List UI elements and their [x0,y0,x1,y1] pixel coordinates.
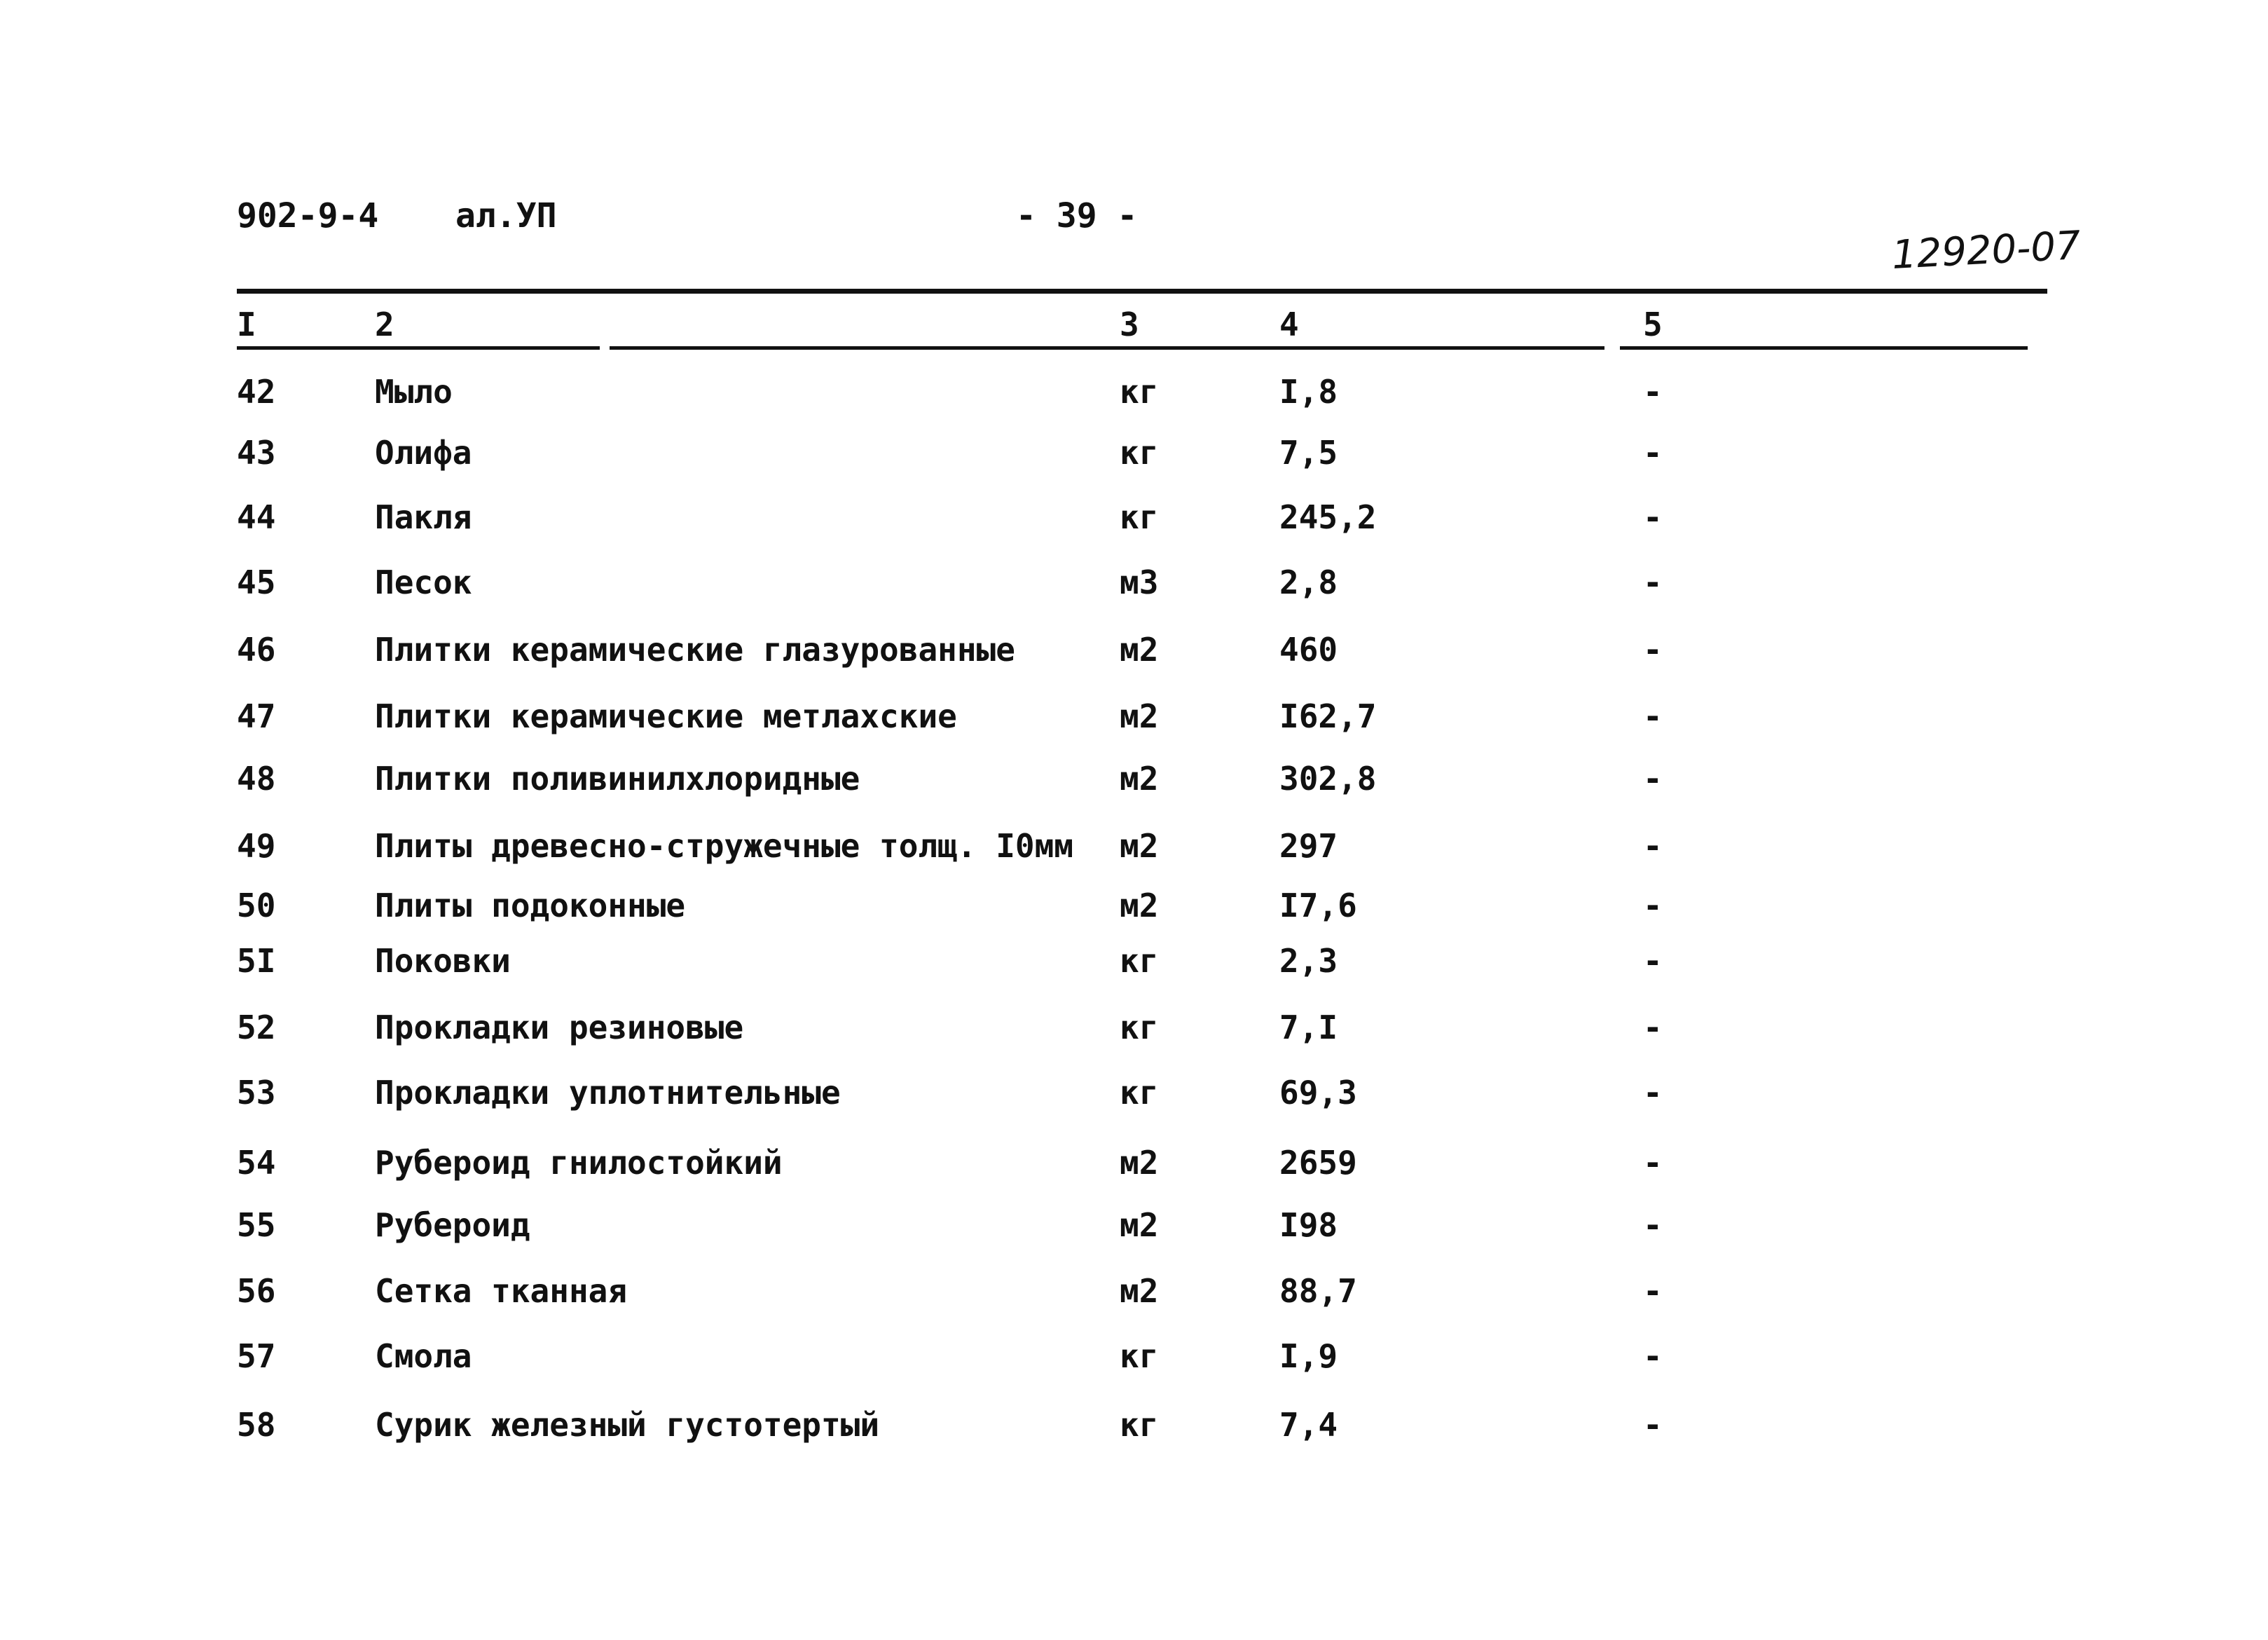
material-name: Сетка тканная [375,1272,628,1310]
material-name: Плитки поливинилхлоридные [375,760,860,798]
quantity: 2659 [1279,1144,1357,1182]
row-number: 47 [237,697,276,735]
material-name: Рубероид гнилостойкий [375,1144,783,1182]
unit: кг [1120,434,1159,472]
material-name: Плитки керамические метлахские [375,697,957,735]
row-number: 53 [237,1074,276,1112]
quantity: 7,5 [1279,434,1338,472]
material-name: Прокладки уплотнительные [375,1074,841,1112]
row-number: 46 [237,631,276,669]
note: - [1643,1272,1663,1310]
quantity: 88,7 [1279,1272,1357,1310]
row-number: 45 [237,563,276,601]
note: - [1643,1337,1663,1375]
row-number: 49 [237,827,276,865]
material-name: Сурик железный густотертый [375,1406,880,1444]
quantity: I7,6 [1279,887,1357,924]
column-header: 5 [1643,306,1663,343]
material-name: Плиты древесно-стружечные толщ. I0мм [375,827,1073,865]
material-name: Мыло [375,373,453,411]
inventory-stamp: 12920-07 [1890,222,2082,279]
unit: м2 [1120,1206,1159,1244]
unit: м2 [1120,760,1159,798]
header-underline [237,346,600,350]
unit: м2 [1120,827,1159,865]
material-name: Плиты подоконные [375,887,686,924]
column-header: 3 [1120,306,1139,343]
quantity: 2,8 [1279,563,1338,601]
note: - [1643,1074,1663,1112]
material-name: Плитки керамические глазурованные [375,631,1015,669]
unit: м2 [1120,887,1159,924]
quantity: 302,8 [1279,760,1377,798]
row-number: 54 [237,1144,276,1182]
quantity: I62,7 [1279,697,1377,735]
unit: м2 [1120,697,1159,735]
note: - [1643,563,1663,601]
unit: кг [1120,942,1159,980]
note: - [1643,942,1663,980]
row-number: 55 [237,1206,276,1244]
top-rule [237,289,2047,294]
note: - [1643,827,1663,865]
quantity: 245,2 [1279,498,1377,536]
page-number: - 39 - [1016,196,1138,235]
material-name: Олифа [375,434,472,472]
column-header: 2 [375,306,394,343]
note: - [1643,697,1663,735]
unit: кг [1120,1009,1159,1046]
unit: м2 [1120,1144,1159,1182]
note: - [1643,1144,1663,1182]
row-number: 50 [237,887,276,924]
quantity: I,9 [1279,1337,1338,1375]
material-name: Поковки [375,942,511,980]
quantity: 7,4 [1279,1406,1338,1444]
note: - [1643,1406,1663,1444]
note: - [1643,498,1663,536]
row-number: 42 [237,373,276,411]
quantity: I,8 [1279,373,1338,411]
unit: кг [1120,373,1159,411]
unit: кг [1120,498,1159,536]
material-name: Пакля [375,498,472,536]
row-number: 43 [237,434,276,472]
row-number: 5I [237,942,276,980]
row-number: 57 [237,1337,276,1375]
material-name: Смола [375,1337,472,1375]
quantity: I98 [1279,1206,1338,1244]
album-number: ал.УП [455,196,557,235]
material-name: Песок [375,563,472,601]
row-number: 52 [237,1009,276,1046]
document-code: 902-9-4 [237,196,379,235]
header-underline [1620,346,2028,350]
unit: м2 [1120,1272,1159,1310]
note: - [1643,434,1663,472]
row-number: 48 [237,760,276,798]
note: - [1643,631,1663,669]
row-number: 58 [237,1406,276,1444]
column-header: I [237,306,256,343]
note: - [1643,1009,1663,1046]
row-number: 44 [237,498,276,536]
note: - [1643,1206,1663,1244]
quantity: 2,3 [1279,942,1338,980]
unit: кг [1120,1337,1159,1375]
unit: м2 [1120,631,1159,669]
quantity: 69,3 [1279,1074,1357,1112]
column-header: 4 [1279,306,1299,343]
note: - [1643,887,1663,924]
header-underline [610,346,1604,350]
material-name: Прокладки резиновые [375,1009,744,1046]
note: - [1643,760,1663,798]
quantity: 7,I [1279,1009,1338,1046]
material-name: Рубероид [375,1206,530,1244]
quantity: 460 [1279,631,1338,669]
quantity: 297 [1279,827,1338,865]
unit: м3 [1120,563,1159,601]
row-number: 56 [237,1272,276,1310]
note: - [1643,373,1663,411]
unit: кг [1120,1406,1159,1444]
unit: кг [1120,1074,1159,1112]
